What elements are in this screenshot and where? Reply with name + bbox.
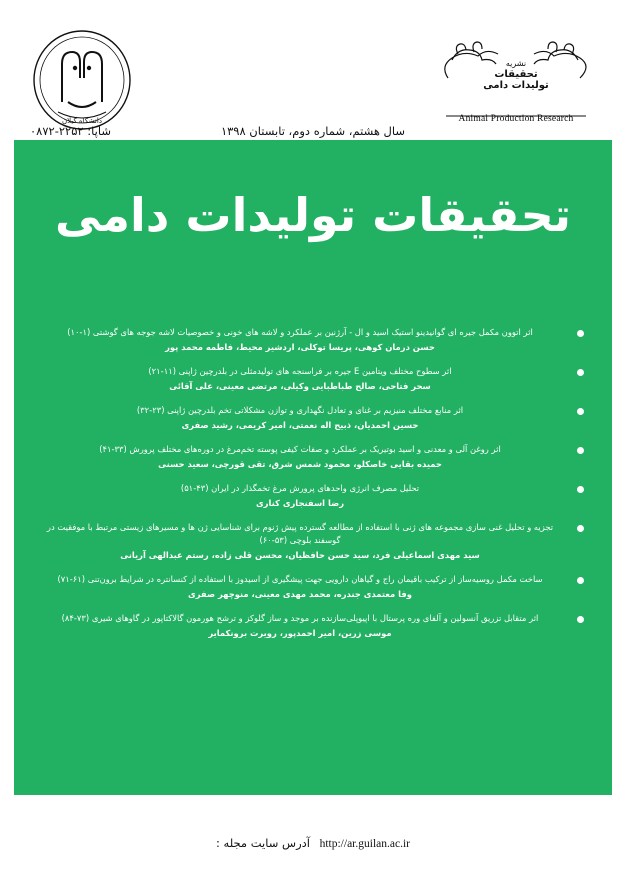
- list-item: [36, 482, 590, 510]
- bullet-icon: [577, 486, 584, 493]
- article-title: اثر سطوح مختلف ویتامین E جیره بر فراسنجه های تولیدمثلی در بلدرچین ژاپنی (۱۱-۲۱): [148, 366, 452, 376]
- article-title: اثر منابع مختلف منیزیم بر غنای و تعادل نگهداری و توازن مشکلاتی تخم بلدرچین ژاپنی (۲۳-۳۲): [136, 405, 464, 415]
- journal-logo-title-en: Animal Production Research: [458, 114, 574, 124]
- bullet-icon: [577, 447, 584, 454]
- article-authors: موسی زرین، امیر احمدپور، رویرت برونکمایر: [208, 628, 392, 638]
- table-of-contents: [36, 326, 590, 651]
- bullet-icon: [577, 369, 584, 376]
- article-authors: حسین احمدیان، ذبیح اله نعمتی، امیر کریمی، رشید صفری: [181, 420, 419, 430]
- issn-label: شاپا: ۲۲۵۲-۰۸۷۲: [30, 124, 111, 138]
- university-seal-icon: [28, 28, 136, 132]
- journal-website-line: [14, 836, 612, 850]
- list-item: [36, 404, 590, 432]
- bullet-icon: [577, 525, 584, 532]
- article-title: ساخت مکمل روسیه‌ساز از ترکیب باقیمان راج و گیاهان دارویی جهت پیشگیری از اسیدوز با استفاده از کنسانتره در شرایط برون‌تنی (۶۱-۷۱): [57, 574, 543, 584]
- article-authors: سید مهدی اسماعیلی فرد، سید حسن حافظیان، محسن قلی زاده، رستم عبدالهی آریانی: [120, 550, 480, 560]
- article-authors: رضا اسفنجاری کناری: [255, 498, 345, 508]
- cover-footer: [14, 800, 612, 882]
- article-authors: وفا معتمدی جندره، محمد مهدی معینی، منوچهر صفری: [188, 589, 412, 599]
- bullet-icon: [577, 616, 584, 623]
- list-item: [36, 573, 590, 601]
- article-authors: سحر فتاحی، صالح طباطبایی وکیلی، مرتضی معینی، علی آقائی: [169, 381, 431, 391]
- bullet-icon: [577, 408, 584, 415]
- list-item: [36, 365, 590, 393]
- issue-line: سال هشتم، شماره دوم، تابستان ۱۳۹۸: [220, 124, 406, 138]
- cover-header: [14, 12, 612, 138]
- article-title: اثر اتوون مکمل جیره ای گوانیدینو استیک اسید و ال - آرژنین بر عملکرد و لاشه های خونی و خصوصیات لاشه جوجه های گوشتی (۱-۱۰): [67, 327, 533, 337]
- article-title: تحلیل مصرف انرژی واحدهای پرورش مرغ تخمگذار در ایران (۴۳-۵۱): [180, 483, 420, 493]
- article-title: تجزیه و تحلیل غنی سازی مجموعه های ژنی با استفاده از مطالعه گسترده پیش ژنوم برای شناسایی ژن ها و مسیرهای زیستی مرتبط با موفقیت در گوسفند بلوچی (۵۳-۶۰): [46, 522, 554, 545]
- journal-url[interactable]: http://ar.guilan.ac.ir: [319, 838, 410, 850]
- svg-text:دانشگاه گیلان: دانشگاه گیلان: [62, 117, 102, 125]
- article-title: اثر روغن آلی و معدنی و اسید بوتیریک بر عملکرد و صفات کیفی پوسته تخم‌مرغ در دوره‌های مختلف پرورش (۳۳-۴۱): [99, 444, 501, 454]
- journal-logo-title-fa: نشریه تحقیقات تولیدات دامی: [483, 59, 549, 91]
- article-authors: حمیده بقایی خاصکلو، محمود شمس شرق، تقی قورچی، سعید حسنی: [158, 459, 442, 469]
- bullet-icon: [577, 577, 584, 584]
- article-authors: حسن درمان کوهی، پریسا توکلی، اردشیر محیط، فاطمه محمد پور: [165, 342, 435, 352]
- list-item: [36, 521, 590, 562]
- cover-green-panel: [14, 140, 612, 795]
- article-title: اثر متقابل تزریق آنسولین و آلفای وره پرستال با اپیوپلی‌سازنده بر موجد و ساز گلوکز و ترشح هورمون گالاکتاپور در گاوهای شیری (۷۳-۸۴): [61, 613, 539, 623]
- list-item: [36, 443, 590, 471]
- list-item: [36, 326, 590, 354]
- journal-logo: [430, 30, 602, 130]
- page-title: تحقیقات تولیدات دامی: [54, 188, 572, 242]
- journal-url-label: آدرس سایت مجله :: [216, 836, 310, 850]
- list-item: [36, 612, 590, 640]
- bullet-icon: [577, 330, 584, 337]
